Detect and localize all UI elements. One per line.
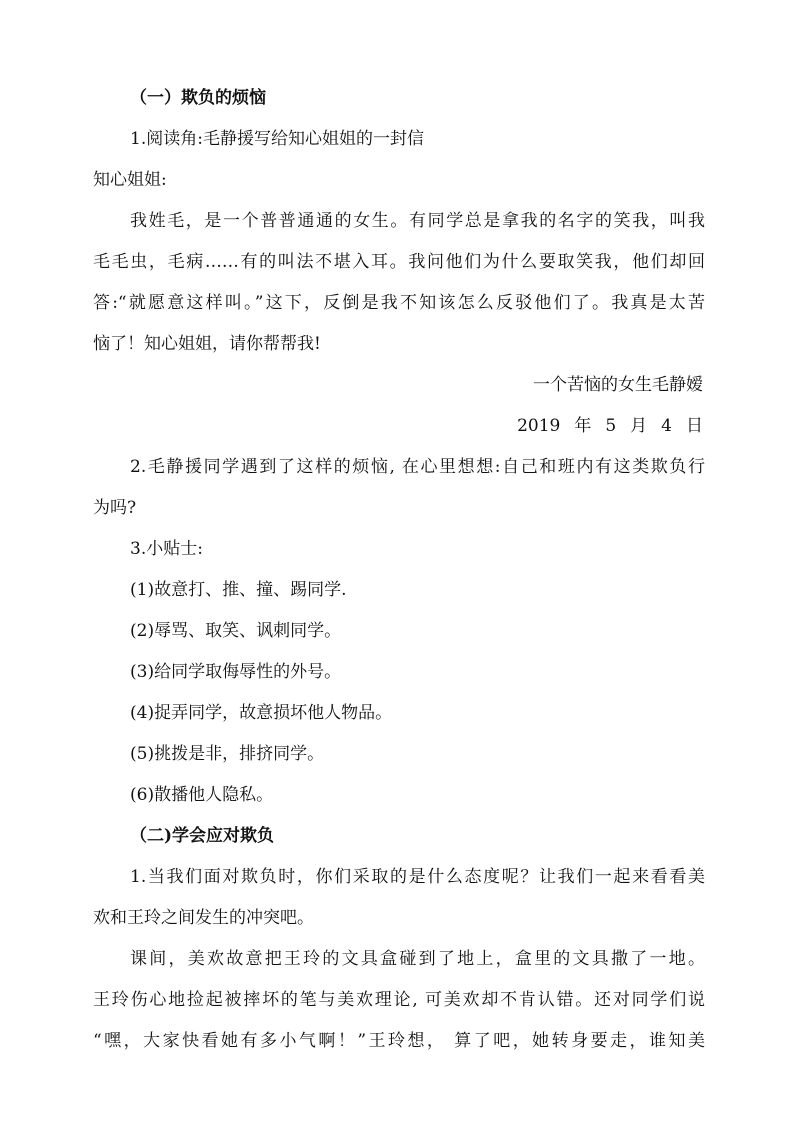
question-item-2-line-1: 2.毛静援同学遇到了这样的烦恼, 在心里想想:自己和班内有这类欺负行 bbox=[130, 457, 705, 477]
tip-item: (5)挑拨是非，排挤同学。 bbox=[130, 744, 325, 764]
coping-item-1-line-1: 1.当我们面对欺负时，你们采取的是什么态度呢？让我们一起来看看美 bbox=[130, 867, 705, 887]
date-day: 4 bbox=[661, 416, 672, 436]
tips-heading: 3.小贴士: bbox=[130, 539, 203, 559]
tip-item: (6)散播他人隐私。 bbox=[130, 785, 274, 805]
section-heading-1: （一）欺负的烦恼 bbox=[130, 88, 266, 108]
story-line-1: 课间，美欢故意把王玲的文具盒碰到了地上，盒里的文具撒了一地。 bbox=[130, 949, 705, 969]
section-heading-2: （二)学会应对欺负 bbox=[130, 826, 275, 846]
letter-date bbox=[517, 414, 703, 438]
coping-item-1-line-2: 欢和王玲之间发生的冲突吧。 bbox=[93, 908, 314, 928]
letter-salutation: 知心姐姐: bbox=[93, 170, 167, 190]
letter-signature: 一个苦恼的女生毛静嫒 bbox=[533, 375, 703, 395]
reading-corner-item: 1.阅读角:毛静援写给知心姐姐的一封信 bbox=[130, 129, 424, 149]
date-year: 2019 bbox=[517, 416, 561, 436]
story-line-2: 王玲伤心地捡起被摔坏的笔与美欢理论, 可美欢却不肯认错。还对同学们说 bbox=[93, 990, 705, 1010]
letter-line-4: 恼了！知心姐姐，请你帮帮我! bbox=[93, 334, 321, 354]
letter-line-1: 我姓毛，是一个普普通通的女生。有同学总是拿我的名字的笑我，叫我 bbox=[130, 211, 705, 231]
letter-line-3: 答:“就愿意这样叫。”这下，反倒是我不知该怎么反驳他们了。我真是太苦 bbox=[93, 293, 705, 313]
story-line-3: “嘿，大家快看她有多小气啊！”王玲想， 算了吧，她转身要走，谁知美 bbox=[93, 1031, 705, 1051]
date-month-unit: 月 bbox=[630, 416, 648, 436]
letter-line-2: 毛毛虫，毛病……有的叫法不堪入耳。我问他们为什么要取笑我，他们却回 bbox=[93, 252, 705, 272]
question-item-2-line-2: 为吗? bbox=[93, 498, 137, 518]
tip-item: (2)辱骂、取笑、讽刺同学。 bbox=[130, 621, 342, 641]
tip-item: (1)故意打、推、撞、踢同学. bbox=[130, 580, 347, 600]
date-year-unit: 年 bbox=[574, 416, 592, 436]
date-month: 5 bbox=[605, 416, 617, 436]
tip-item: (3)给同学取侮辱性的外号。 bbox=[130, 662, 342, 682]
date-day-unit: 日 bbox=[686, 416, 703, 436]
tip-item: (4)捉弄同学，故意损坏他人物品。 bbox=[130, 703, 393, 723]
